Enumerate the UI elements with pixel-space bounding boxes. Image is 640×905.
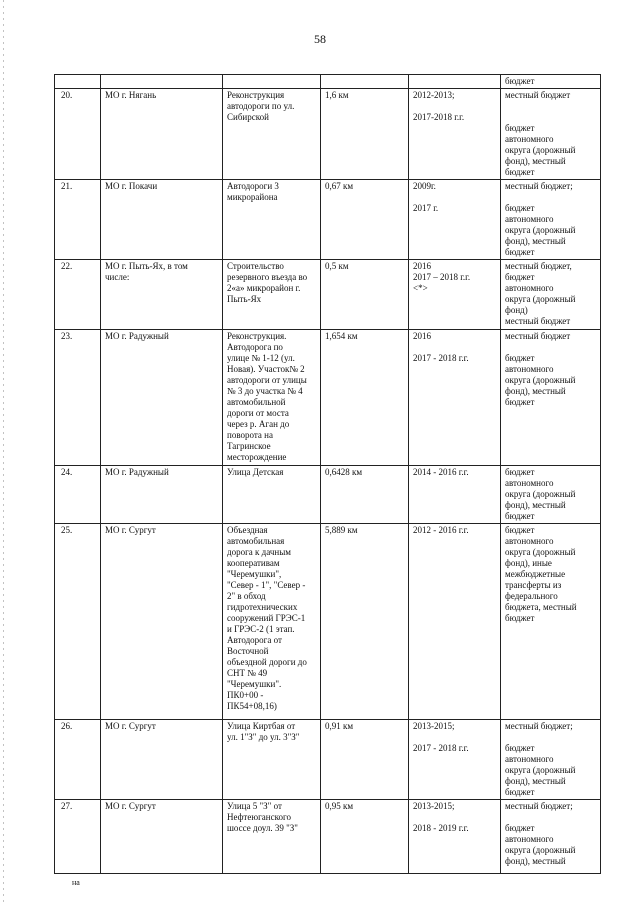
row-number: 24. [55, 466, 101, 524]
funding-source-cell: местный бюджет бюджет автономного округа (дорожный фонд), местный бюджет [501, 330, 601, 466]
funding-source-cell: местный бюджет, бюджет автономного округа (дорожный фонд) местный бюджет [501, 260, 601, 330]
funding-source-cell: местный бюджет; бюджет автономного округа (дорожный фонд), местный [501, 800, 601, 874]
object-cell: Реконструкция. Автодорога по улице № 1-12 (ул. Новая). Участок№ 2 автодороги от улицы № 3 до участка № 4 автомобильной дороги от моста через р. Аган до поворота на Тагринское месторождение [223, 330, 321, 466]
period-cell: 2016 2017 – 2018 г.г. <*> [409, 260, 501, 330]
municipality-cell: МО г. Сургут [101, 524, 223, 720]
object-cell: Реконструкция автодороги по ул. Сибирской [223, 89, 321, 180]
municipality-cell: МО г. Сургут [101, 720, 223, 800]
object-cell: Улица Детская [223, 466, 321, 524]
object-cell: Объездная автомобильная дорога к дачным кооперативам "Черемушки", "Север - 1", "Север - 2" в обход гидротехнических сооружений ГРЭС-1 и ГРЭС-2 (1 этап. Автодорога от Восточной объездной дороги до СНТ № 49 "Черемушки". ПК0+00 - ПК54+08,16) [223, 524, 321, 720]
funding-source-cell: местный бюджет бюджет автономного округа (дорожный фонд), местный бюджет [501, 89, 601, 180]
period-cell: 2016 2017 - 2018 г.г. [409, 330, 501, 466]
road-objects-table [54, 74, 601, 874]
period-cell: 2009г. 2017 г. [409, 180, 501, 260]
length-cell: 0,5 км [321, 260, 409, 330]
funding-source-cell: местный бюджет; бюджет автономного округа (дорожный фонд), местный бюджет [501, 720, 601, 800]
row-number: 23. [55, 330, 101, 466]
scan-edge-mark [3, 0, 4, 905]
row-number: 26. [55, 720, 101, 800]
period-cell: 2012 - 2016 г.г. [409, 524, 501, 720]
row-number: 22. [55, 260, 101, 330]
period-cell: 2014 - 2016 г.г. [409, 466, 501, 524]
period-cell: 2013-2015; 2018 - 2019 г.г. [409, 800, 501, 874]
length-cell [321, 75, 409, 89]
object-cell [223, 75, 321, 89]
object-cell: Автодороги 3 микрорайона [223, 180, 321, 260]
period-cell: 2013-2015; 2017 - 2018 г.г. [409, 720, 501, 800]
row-number: 21. [55, 180, 101, 260]
row-number: 20. [55, 89, 101, 180]
length-cell: 1,6 км [321, 89, 409, 180]
page-number: 58 [314, 32, 326, 46]
municipality-cell: МО г. Радужный [101, 330, 223, 466]
municipality-cell: МО г. Пыть-Ях, в том числе: [101, 260, 223, 330]
object-cell: Улица Киртбая от ул. 1"З" до ул. 3"З" [223, 720, 321, 800]
row-number: 25. [55, 524, 101, 720]
funding-source-cell: бюджет автономного округа (дорожный фонд), местный бюджет [501, 466, 601, 524]
municipality-cell: МО г. Сургут [101, 800, 223, 874]
length-cell: 1,654 км [321, 330, 409, 466]
row-number [55, 75, 101, 89]
table-row [55, 89, 601, 180]
table-row [55, 720, 601, 800]
funding-source-cell: бюджет автономного округа (дорожный фонд), иные межбюджетные трансферты из федерального бюджета, местный бюджет [501, 524, 601, 720]
object-cell: Строительство резервного въезда во 2«а» микрорайон г. Пыть-Ях [223, 260, 321, 330]
table-row [55, 800, 601, 874]
period-cell [409, 75, 501, 89]
length-cell: 0,67 км [321, 180, 409, 260]
table-row [55, 330, 601, 466]
municipality-cell: МО г. Покачи [101, 180, 223, 260]
municipality-cell: МО г. Нягань [101, 89, 223, 180]
length-cell: 0,95 км [321, 800, 409, 874]
funding-source-cell: бюджет [501, 75, 601, 89]
funding-source-cell: местный бюджет; бюджет автономного округа (дорожный фонд), местный бюджет [501, 180, 601, 260]
length-cell: 0,91 км [321, 720, 409, 800]
table-row [55, 75, 601, 89]
table-row [55, 524, 601, 720]
municipality-cell [101, 75, 223, 89]
length-cell: 5,889 км [321, 524, 409, 720]
table-row [55, 180, 601, 260]
object-cell: Улица 5 "З" от Нефтеюганского шоссе доул. 39 "З" [223, 800, 321, 874]
table-row [55, 466, 601, 524]
footer-note: на [72, 878, 80, 887]
row-number: 27. [55, 800, 101, 874]
table-row [55, 260, 601, 330]
length-cell: 0,6428 км [321, 466, 409, 524]
municipality-cell: МО г. Радужный [101, 466, 223, 524]
period-cell: 2012-2013; 2017-2018 г.г. [409, 89, 501, 180]
